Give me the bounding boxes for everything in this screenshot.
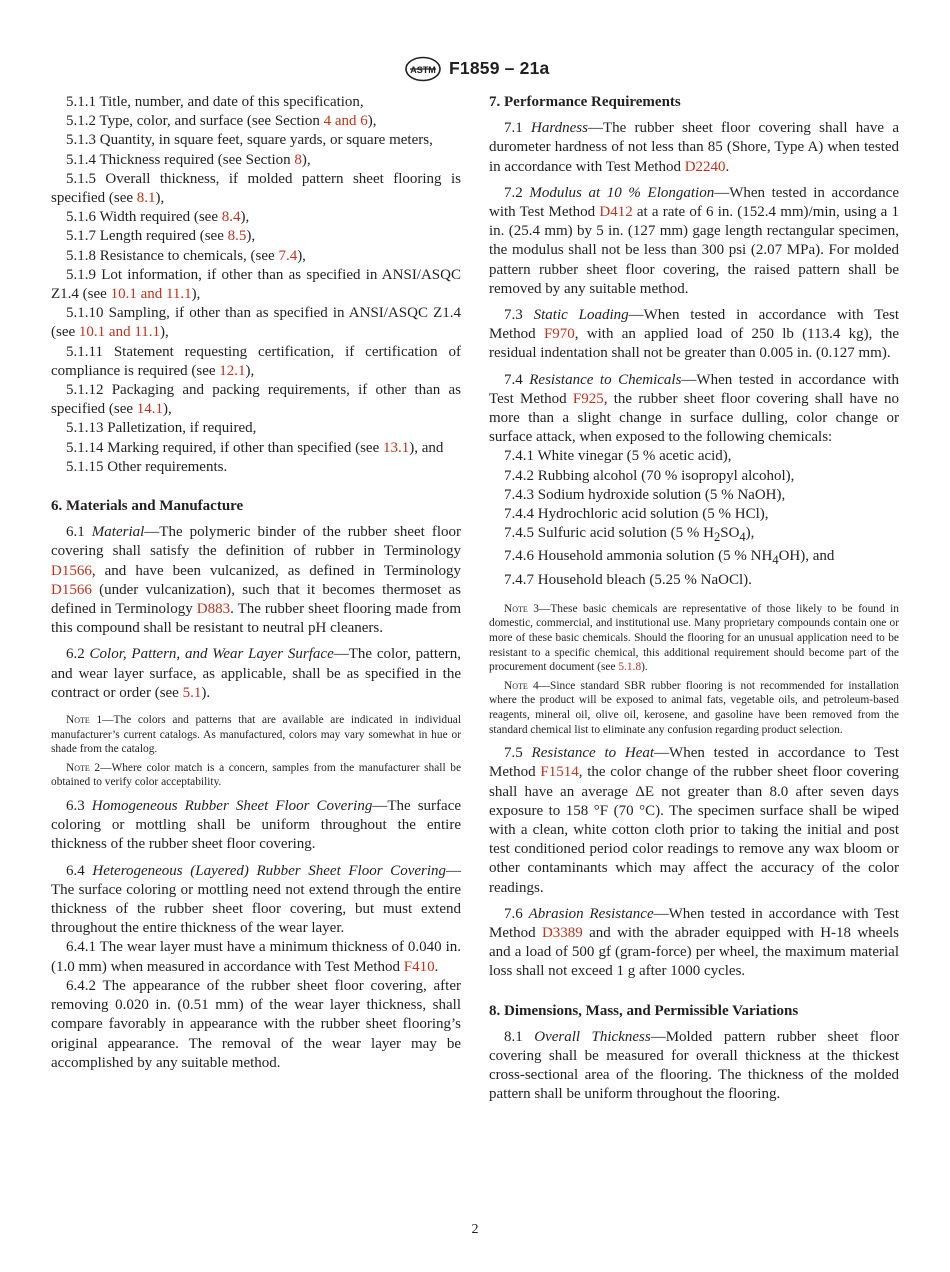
standard-link[interactable]: F970 — [543, 326, 575, 343]
list-item: 5.1.2 Type, color, and surface (see Section 4 and 6), — [66, 113, 377, 130]
standard-link[interactable]: D883 — [196, 601, 231, 618]
note-3: Note 3—These basic chemicals are representative of those likely to be found in domestic, commercial, and institutional use. Many proprietary compounds contain one or more of these basic chemicals. Should the flooring for an unusual application need to be resistant to a specific chemical, this additional requirement should become part of the procurement document (see 5.1.8). — [489, 602, 899, 674]
paragraph-7-4: 7.4 Resistance to Chemicals—When tested in accordance with Test Method F925, the rubber sheet floor covering shall have no more than a slight change in surface dulling, color change or surface attack, when exposed to the following chemicals: — [489, 371, 900, 446]
page-header — [0, 56, 950, 82]
list-item: 5.1.9 Lot information, if other than as specified in ANSI/ASQC Z1.4 (see 10.1 and 11.1), — [51, 266, 461, 303]
paragraph-6-4-2: 6.4.2 The appearance of the rubber sheet floor covering, after removing 0.020 in. (0.51 mm) of the wear layer thickness, shall compare favorably in appearance with the rubber sheet flooring’s original appearance. The removal of the wear layer may be accomplished by any suitable method. — [51, 977, 461, 1071]
list-item: 5.1.15 Other requirements. — [66, 458, 228, 475]
list-item: 5.1.11 Statement requesting certification, if certification of compliance is required (see 12.1), — [51, 343, 461, 379]
standard-link[interactable]: D1566 — [51, 562, 92, 579]
section-link[interactable]: 8 — [294, 151, 302, 168]
list-item: 7.4.3 Sodium hydroxide solution (5 % NaOH), — [504, 486, 786, 503]
section-link[interactable]: 7.4 — [278, 247, 298, 264]
list-item: 5.1.4 Thickness required (see Section 8), — [66, 151, 311, 168]
paragraph-8-1: 8.1 Overall Thickness—Molded pattern rubber sheet floor covering shall be measured for overall thickness at the thickest cross-sectional area of the flooring. The thickness of the molded pattern shall be uniform throughout the flooring. — [489, 1028, 900, 1103]
section-heading: 8. Dimensions, Mass, and Permissible Variations — [489, 1002, 799, 1019]
page-number: 2 — [471, 1222, 479, 1237]
section-link[interactable]: 5.1.8 — [618, 661, 642, 674]
standard-link[interactable]: D2240 — [684, 158, 726, 175]
list-item: 5.1.3 Quantity, in square feet, square yards, or square meters, — [66, 132, 433, 149]
paragraph-6-1: 6.1 Material—The polymeric binder of the rubber sheet floor covering shall satisfy the definition of rubber in Terminology D1566, and have been vulcanized, as defined in Terminology D1566 (under vulcanization), such that it becomes thermoset as defined in Terminology D883. The rubber sheet flooring made from this compound shall be resistant to neutral pH cleaners. — [51, 524, 461, 637]
paragraph-6-4-1: 6.4.1 The wear layer must have a minimum thickness of 0.040 in. (1.0 mm) when measured in accordance with Test Method F410. — [51, 939, 461, 975]
list-item: 5.1.14 Marking required, if other than specified (see 13.1), and — [66, 439, 444, 456]
logo-text: ASTM — [410, 65, 436, 75]
list-item: 5.1.1 Title, number, and date of this specification, — [66, 94, 364, 110]
section-link[interactable]: 10.1 and 11.1 — [110, 286, 192, 303]
standard-link[interactable]: D1566 — [51, 581, 92, 598]
list-item: 7.4.4 Hydrochloric acid solution (5 % HCl), — [504, 506, 769, 523]
list-item: 7.4.6 Household ammonia solution (5 % $NH_4OH$), and — [504, 548, 835, 568]
paragraph-6-4: 6.4 Heterogeneous (Layered) Rubber Sheet Floor Covering—The surface coloring or mottling need not extend through the entire thickness of the rubber sheet floor covering, but must extend throughout the entire thickness of the wear layer. — [51, 862, 462, 937]
note-2: Note 2—Where color match is a concern, samples from the manufacturer shall be obtained to verify color acceptability. — [51, 761, 461, 789]
paragraph-7-1: 7.1 Hardness—The rubber sheet floor covering shall have a durometer hardness of not less than 85 (Shore, Type A) when tested in accordance with Test Method D2240. — [489, 120, 900, 175]
standard-link[interactable]: F925 — [572, 390, 604, 407]
paragraph-7-5: 7.5 Resistance to Heat—When tested in accordance to Test Method F1514, the color change of the rubber sheet floor covering shall have an average ΔE not greater than 8.0 after seven days exposure to 158 °F (70 °C). The specimen surface shall be wiped with a clean, white cotton cloth prior to taking the initial and post test conditioned period color readings to remove any wax bloom or other contaminants which may affect the accuracy of the color readings. — [489, 745, 899, 896]
list-item: 7.4.1 White vinegar (5 % acetic acid), — [504, 448, 732, 465]
section-link[interactable]: 8.1 — [136, 190, 156, 207]
standard-link[interactable]: D412 — [599, 204, 633, 221]
right-column — [489, 93, 899, 1105]
section-link[interactable]: 13.1 — [382, 439, 410, 456]
list-item: 5.1.13 Palletization, if required, — [66, 420, 257, 437]
paragraph-7-3: 7.3 Static Loading—When tested in accordance with Test Method F970, with an applied load of 250 lb (113.4 kg), the residual indentation shall not be greater than 0.005 in. (0.127 mm). — [489, 307, 900, 362]
paragraph-7-2: 7.2 Modulus at 10 % Elongation—When tested in accordance with Test Method D412 at a rate of 6 in. (152.4 mm)/min, using a 1 in. (25.4 mm) by 5 in. (127 mm) gage length rectangular specimen, the modulus shall not be less than 300 psi (2.07 MPa). For molded pattern rubber sheet floor covering, the raised pattern shall be removed by any suitable method. — [489, 184, 899, 297]
list-item: 7.4.7 Household bleach (5.25 % NaOCl). — [504, 571, 752, 588]
section-link[interactable]: 5.1 — [182, 684, 202, 701]
section-link[interactable]: 4 and 6 — [323, 113, 368, 130]
list-item: 5.1.12 Packaging and packing requirements, if other than as specified (see 14.1), — [51, 382, 461, 418]
list-item: 5.1.5 Overall thickness, if molded pattern sheet flooring is specified (see 8.1), — [51, 170, 461, 207]
list-item: 5.1.6 Width required (see 8.4), — [66, 209, 250, 226]
standard-link[interactable]: D3389 — [541, 925, 583, 942]
list-item: 7.4.2 Rubbing alcohol (70 % isopropyl alcohol), — [504, 467, 795, 484]
paragraph-6-2: 6.2 Color, Pattern, and Wear Layer Surface—The color, pattern, and wear layer surface, as applicable, shall be as specified in the contract or order (see 5.1). — [51, 646, 462, 701]
paragraph-7-6: 7.6 Abrasion Resistance—When tested in accordance with Test Method D3389 and with the abrader equipped with H-18 wheels and a load of 500 gf (gram-force) per wheel, the maximum material loss shall not exceed 1 g after 1000 cycles. — [489, 905, 899, 980]
left-column — [51, 93, 461, 1073]
list-item: 5.1.7 Length required (see 8.5), — [66, 228, 256, 245]
section-link[interactable]: 14.1 — [136, 401, 164, 418]
section-heading: 6. Materials and Manufacture — [51, 498, 244, 515]
list-item: 5.1.8 Resistance to chemicals, (see 7.4), — [66, 247, 306, 264]
section-link[interactable]: 12.1 — [219, 362, 246, 379]
section-heading: 7. Performance Requirements — [489, 94, 681, 110]
list-item: 7.4.5 Sulfuric acid solution (5 % $H_2SO_4$), — [504, 525, 755, 545]
note-1: Note 1—The colors and patterns that are available are indicated in individual manufacturer’s current catalogs. As manufactured, colors may vary somewhat in hue or shade from the catalog. — [51, 714, 461, 756]
standard-link[interactable]: F1514 — [540, 764, 579, 781]
standard-link[interactable]: F410 — [403, 958, 435, 975]
ordering-info-list — [51, 93, 461, 477]
section-link[interactable]: 8.5 — [227, 228, 247, 245]
astm-logo-icon — [404, 56, 442, 82]
list-item: 5.1.10 Sampling, if other than as specified in ANSI/ASQC Z1.4 (see 10.1 and 11.1), — [51, 305, 461, 341]
paragraph-6-3: 6.3 Homogeneous Rubber Sheet Floor Covering—The surface coloring or mottling shall be uniform throughout the entire thickness of the rubber sheet floor covering. — [51, 798, 462, 853]
section-link[interactable]: 8.4 — [221, 209, 241, 226]
note-4: Note 4—Since standard SBR rubber flooring is not recommended for installation where the product will be exposed to animal fats, vegetable oils, and petroleum-based reagents, mineral oil, olive oil, kerosene, and gasoline have been removed from the standard chemical list to eliminate any confusion regarding product selection. — [489, 679, 899, 736]
chemicals-list — [489, 447, 899, 589]
section-link[interactable]: 10.1 and 11.1 — [78, 324, 161, 341]
document-designation: F1859 – 21a — [449, 58, 550, 78]
